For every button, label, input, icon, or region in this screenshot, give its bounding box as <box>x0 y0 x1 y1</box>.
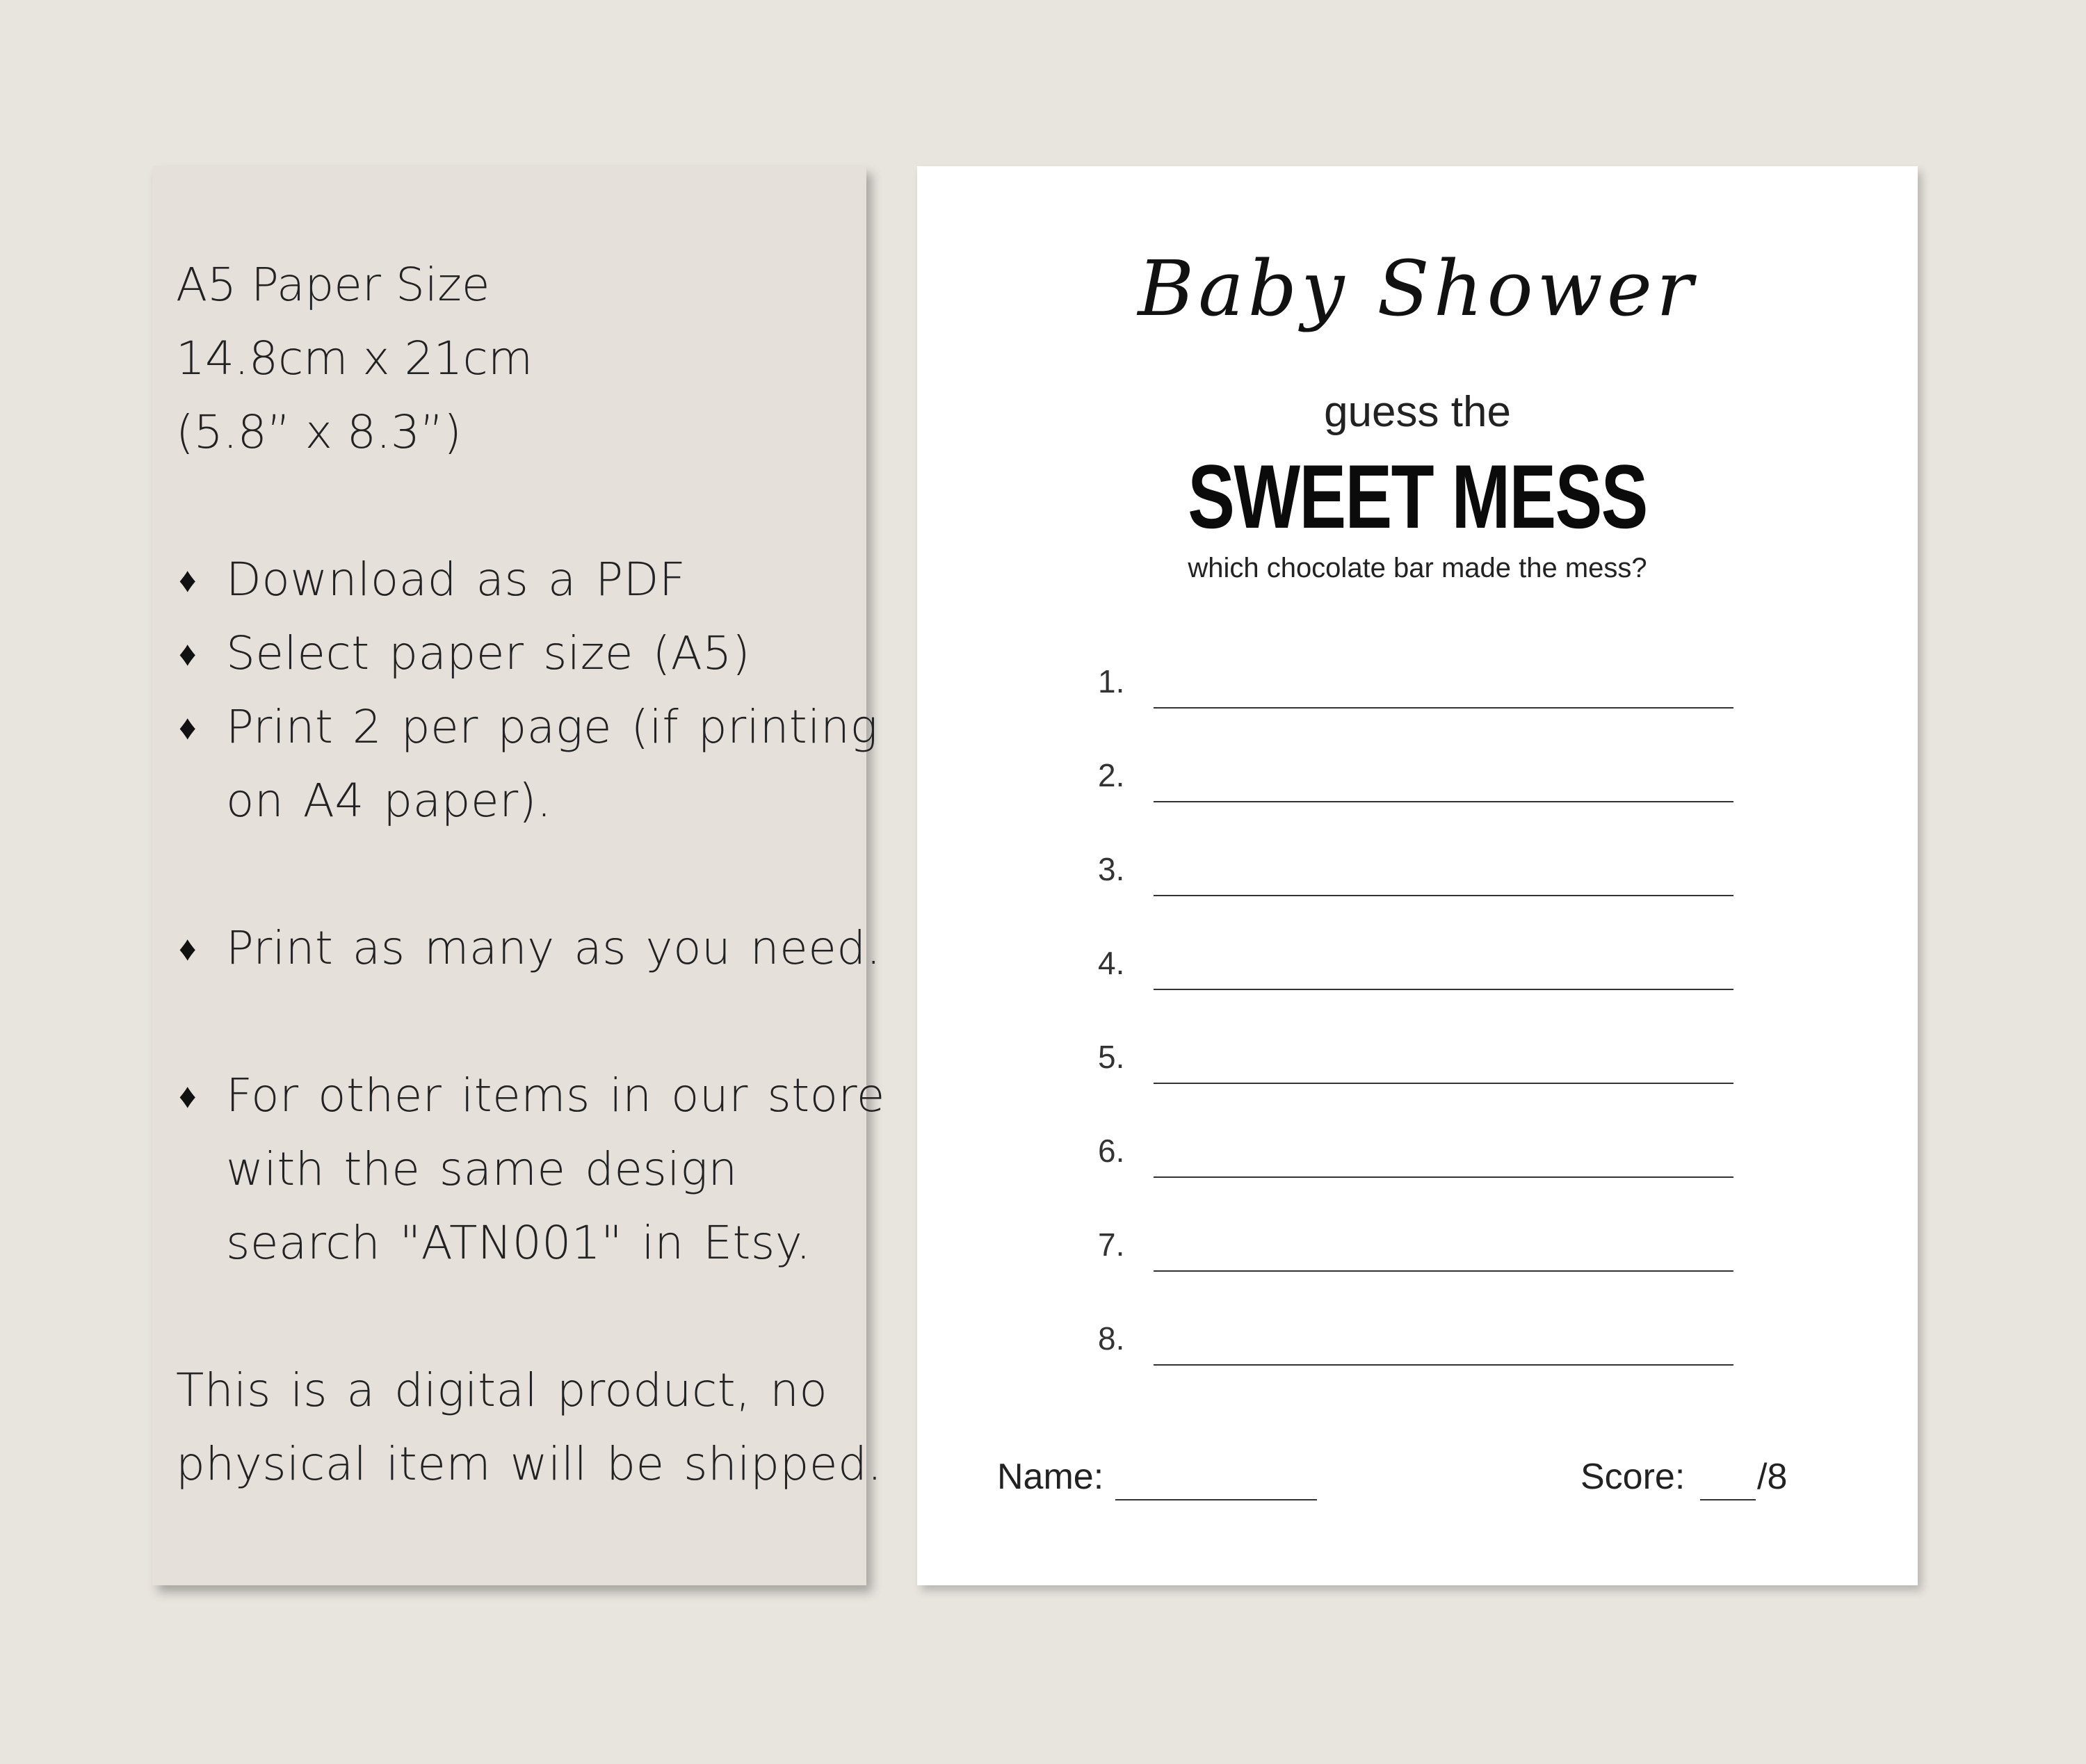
bullet-text: Print 2 per page (if printing <box>226 700 878 754</box>
game-card <box>917 166 1918 1585</box>
main-title: SWEET MESS <box>1188 446 1647 547</box>
answer-number: 5. <box>1098 1039 1125 1075</box>
script-title: Baby Shower <box>1138 244 1697 333</box>
answer-blank-line <box>1154 1176 1733 1178</box>
bullet-text: search "ATN001" in Etsy. <box>226 1216 811 1270</box>
answer-blank-line <box>1154 1270 1733 1272</box>
diamond-bullet-icon: ♦ <box>179 633 197 674</box>
score-label: Score: <box>1580 1457 1685 1497</box>
print-steps <box>176 543 878 838</box>
bullet-text: with the same design <box>226 1142 738 1196</box>
answer-number: 8. <box>1098 1320 1125 1357</box>
paper-size-info <box>176 248 866 469</box>
answer-number: 6. <box>1098 1133 1125 1169</box>
disclaimer-line: This is a digital product, no <box>176 1364 828 1417</box>
diamond-bullet-icon: ♦ <box>179 1076 197 1116</box>
answer-blank-line <box>1154 1364 1733 1366</box>
diamond-bullet-icon: ♦ <box>179 928 197 969</box>
answer-blank-line <box>1154 989 1733 990</box>
answer-row <box>1098 928 1765 1021</box>
answer-row <box>1098 646 1765 740</box>
answer-row <box>1098 740 1765 834</box>
bullet-text: on A4 paper). <box>226 774 552 827</box>
info-card <box>152 166 885 1585</box>
answer-number: 7. <box>1098 1227 1125 1263</box>
bullet-item <box>176 543 866 617</box>
answer-number: 4. <box>1098 945 1125 981</box>
paper-size-line: A5 Paper Size <box>176 258 490 311</box>
bullet-text: Select paper size (A5) <box>226 626 751 680</box>
disclaimer-line: physical item will be shipped. <box>176 1437 882 1491</box>
diamond-bullet-icon: ♦ <box>179 707 197 747</box>
name-blank-line <box>1115 1499 1317 1500</box>
answer-list <box>1098 646 1765 1397</box>
diamond-bullet-icon: ♦ <box>179 560 197 600</box>
subtitle: which chocolate bar made the mess? <box>1188 553 1647 583</box>
answer-row <box>1098 1021 1765 1115</box>
answer-blank-line <box>1154 801 1733 802</box>
answer-blank-line <box>1154 1083 1733 1084</box>
name-label: Name: <box>997 1457 1104 1497</box>
answer-number: 1. <box>1098 663 1125 699</box>
store-note <box>176 1059 885 1280</box>
paper-size-line: 14.8cm x 21cm <box>176 332 533 385</box>
bullet-item <box>176 617 866 690</box>
answer-row <box>1098 834 1765 928</box>
bullet-text: Print as many as you need. <box>226 921 882 975</box>
bullet-text: Download as a PDF <box>226 553 686 606</box>
answer-number: 2. <box>1098 757 1125 793</box>
bullet-item <box>176 1059 885 1280</box>
answer-row <box>1098 1115 1765 1209</box>
answer-blank-line <box>1154 707 1733 709</box>
bullet-item <box>176 690 878 838</box>
answer-number: 3. <box>1098 851 1125 887</box>
answer-row <box>1098 1303 1765 1397</box>
bullet-item <box>176 912 882 985</box>
paper-size-line: (5.8” x 8.3”) <box>176 405 462 459</box>
answer-blank-line <box>1154 895 1733 896</box>
print-many-note <box>176 912 882 985</box>
score-total: /8 <box>1757 1457 1788 1497</box>
guess-label: guess the <box>1324 388 1511 436</box>
disclaimer <box>176 1354 882 1501</box>
score-blank-line <box>1700 1499 1756 1500</box>
answer-row <box>1098 1209 1765 1303</box>
bullet-text: For other items in our store <box>226 1069 885 1122</box>
